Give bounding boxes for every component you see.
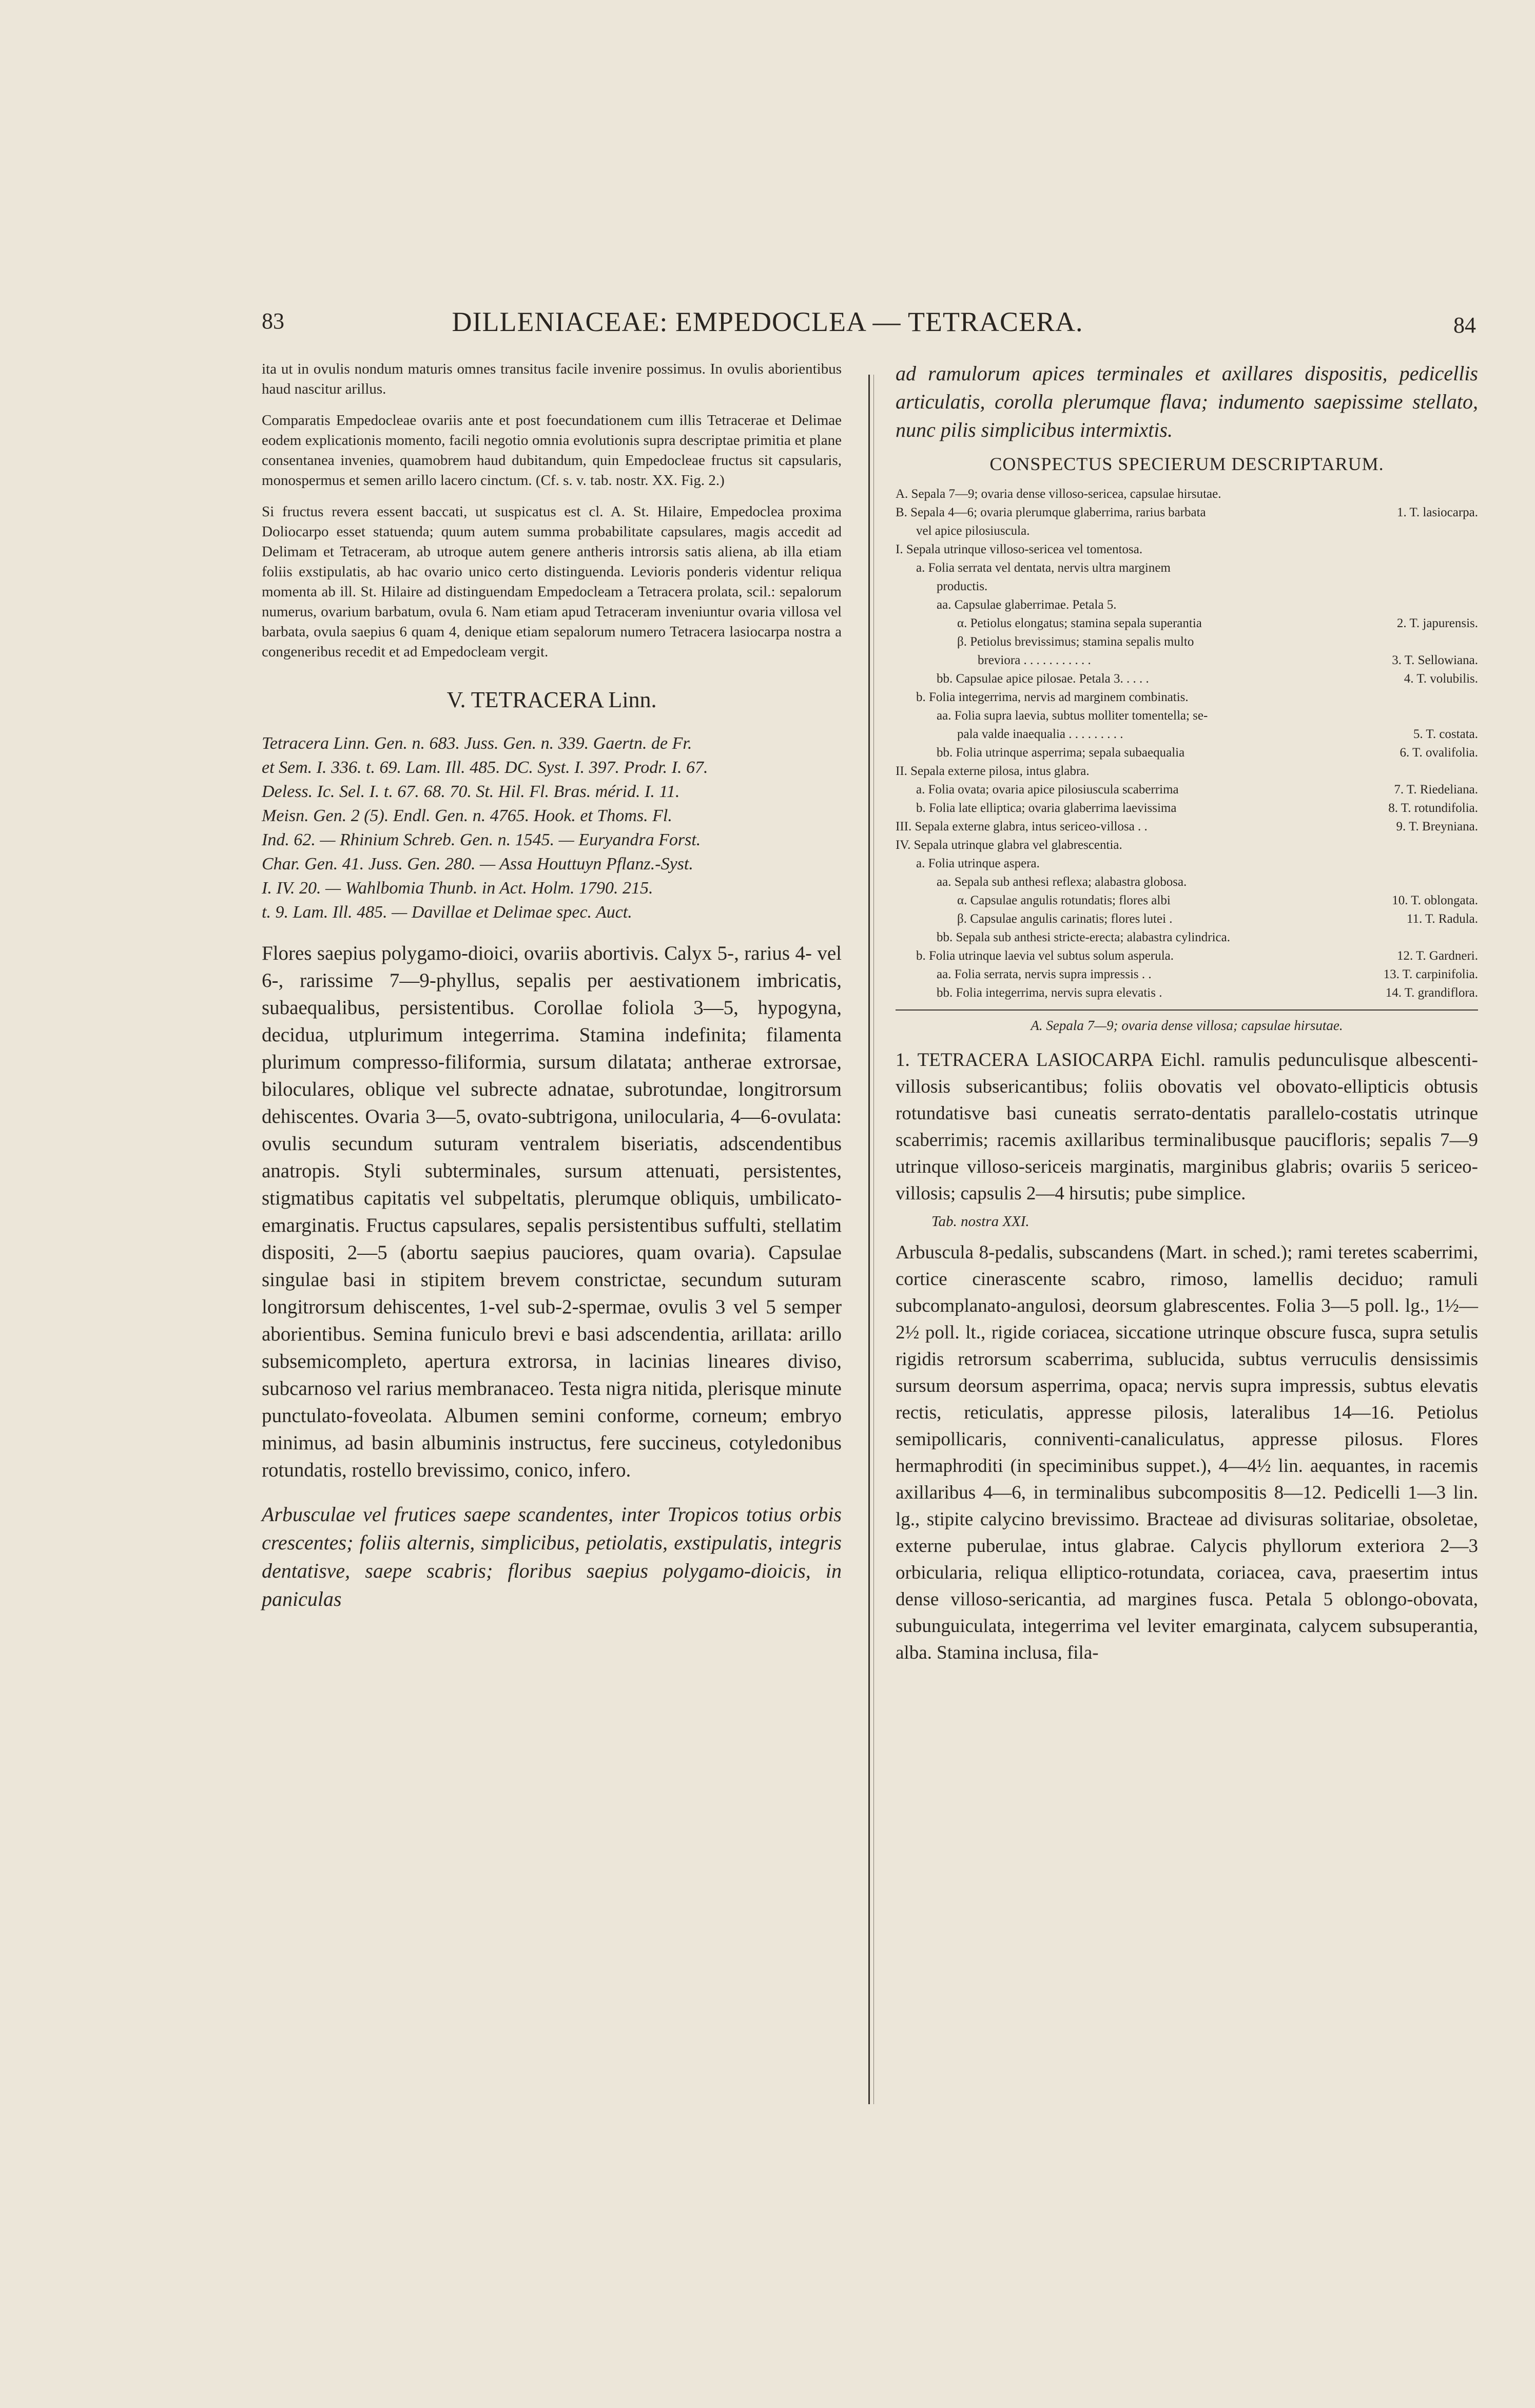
- species-description: Arbuscula 8-pedalis, subscandens (Mart. in sched.); rami teretes scaberrimi, cortice cinerascente scabro, rimoso, lamellis deciduo; ramuli subcomplanato-angulosi, deorsum glabrescentes. Folia 3—5 poll. lg., 1½—2½ poll. lt., rigide coriacea, siccatione utrinque obscure fusca, supra setulis rigidis retrorsum scaberrima, sublucida, subtus verruculis densissimis sursum deorsum asperrima, opaca; nervis supra impressis, subtus elevatis rectis, reticulatis, appresse pilosis, lateralibus 14—16. Petiolus semipollicaris, conniventi-canaliculatus, appresse pilosus. Flores hermaphroditi (in speciminibus suppet.), 4—4½ lin. aequantes, in racemis axillaribus 4—6, in terminalibus subcompositis 8—12. Pedicelli 1—3 lin. lg., stipite calycino brevissimo. Bracteae ad divisuras solitariae, obsoletae, externe puberulae, intus glabrae. Calycis phyllorum exteriora 2—3 orbicularia, reliqua elliptico-rotundata, coriacea, cava, praesertim intus dense villoso-sericantia, ad margines fusca. Petala 5 oblongo-obovata, subunguiculata, integerrima vel leviter emarginata, calycem subsuperantia, alba. Stamina inclusa, fila-: [896, 1242, 1478, 1663]
- key-row-text: aa. Folia supra laevia, subtus molliter tomentella; se-: [937, 709, 1208, 723]
- key-row: [896, 688, 1478, 707]
- key-row-text: b. Folia utrinque laevia vel subtus solum asperula.: [916, 949, 1174, 963]
- key-row: [896, 577, 1478, 596]
- key-row: [896, 781, 1478, 799]
- paragraph-fructus: Si fructus revera essent baccati, ut suspicatus est cl. A. St. Hilaire, Empedoclea proxima Doliocarpo esset statuenda; quum autem summa probabilitate capsulares, magis accedit ad Delimam et Tetraceram, ab utroque autem genere antheris introrsis satis aliena, ab illa etiam foliis exstipulatis, ab hac ovario unico certo distinguenda. Levioris ponderis videntur reliqua momenta ab ill. St. Hilaire ad distinguendam Empedocleam a Tetracera prolata, scil.: sepalorum numerus, ovarium barbatum, ovula 6. Nam etiam apud Tetraceram inveniuntur ovaria villosa vel barbata, ovula saepius 6 quam 4, denique etiam sepalorum numero Tetracera lasiocarpa nostra a congeneribus recedit et ad Empedocleam vergit.: [262, 503, 842, 660]
- synonymy-line: Tetracera Linn. Gen. n. 683. Juss. Gen. n. 339. Gaertn. de Fr.: [262, 734, 692, 753]
- key-row: [896, 485, 1478, 503]
- key-row: [896, 744, 1478, 762]
- key-row-text: a. Folia serrata vel dentata, nervis ultra marginem: [916, 561, 1171, 575]
- key-row-species: 14. T. grandiflora.: [1385, 986, 1478, 1000]
- key-row-species: 13. T. carpinifolia.: [1383, 967, 1478, 981]
- key-row: [896, 522, 1478, 540]
- key-row-text: α. Capsulae angulis rotundatis; flores albi: [957, 894, 1171, 907]
- key-row: [896, 965, 1478, 984]
- key-row-text: B. Sepala 4—6; ovaria plerumque glaberrima, rarius barbata: [896, 506, 1206, 519]
- key-row: [896, 910, 1478, 928]
- key-row-text: I. Sepala utrinque villoso-sericea vel tomentosa.: [896, 542, 1143, 556]
- key-row-species: 10. T. oblongata.: [1392, 894, 1478, 907]
- key-row-species: 2. T. japurensis.: [1396, 616, 1478, 630]
- synonymy-line: Ind. 62. — Rhinium Schreb. Gen. n. 1545. — Euryandra Forst.: [262, 830, 701, 849]
- key-row: [896, 818, 1478, 836]
- key-row: [896, 855, 1478, 873]
- key-row-text: β. Petiolus brevissimus; stamina sepalis multo: [957, 635, 1194, 649]
- key-row-species: 11. T. Radula.: [1406, 912, 1478, 926]
- synonymy-line: I. IV. 20. — Wahlbomia Thunb. in Act. Holm. 1790. 215.: [262, 879, 653, 898]
- section-title-tetracera: V. TETRACERA Linn.: [446, 687, 657, 712]
- key-row: [896, 707, 1478, 725]
- running-header: [0, 303, 1535, 344]
- key-row-text: aa. Folia serrata, nervis supra impressis . .: [937, 967, 1152, 981]
- paragraph-ovula: ita ut in ovulis nondum maturis omnes transitus facile invenire possimus. In ovulis aborientibus haud nascitur arillus.: [262, 361, 842, 397]
- key-row-text: II. Sepala externe pilosa, intus glabra.: [896, 764, 1090, 778]
- key-row-text: aa. Capsulae glaberrimae. Petala 5.: [937, 598, 1117, 612]
- group-subheading: A. Sepala 7—9; ovaria dense villosa; capsulae hirsutae.: [1031, 1018, 1343, 1033]
- key-row-text: A. Sepala 7—9; ovaria dense villoso-sericea, capsulae hirsutae.: [896, 487, 1221, 501]
- synonymy-line: t. 9. Lam. Ill. 485. — Davillae et Delimae spec. Auct.: [262, 903, 632, 922]
- paragraph-comparatis: Comparatis Empedocleae ovariis ante et post foecundationem cum illis Tetracerae et Delimae eodem explicationis momento, facili negotio omnia evolutionis supra descriptae primitia et plane consentanea invenies, quamobrem haud dubitandum, quin Empedocleae fructus sit capsularis, monospermus et semen arillo lacero cinctum. (Cf. s. v. tab. nostr. XX. Fig. 2.): [262, 412, 842, 489]
- key-rule: [896, 1009, 1478, 1011]
- key-row: [896, 651, 1478, 670]
- key-row-species: 9. T. Breyniana.: [1396, 820, 1478, 833]
- species-key: [896, 485, 1478, 1002]
- key-row-text: a. Folia utrinque aspera.: [916, 857, 1040, 870]
- key-row: [896, 799, 1478, 818]
- key-row-text: a. Folia ovata; ovaria apice pilosiuscula scaberrima: [916, 783, 1179, 797]
- key-row: [896, 503, 1478, 522]
- key-row-text: b. Folia late elliptica; ovaria glaberrima laevissima: [916, 801, 1177, 815]
- plate-reference: Tab. nostra XXI.: [931, 1213, 1029, 1230]
- species-diagnosis: 1. TETRACERA LASIOCARPA Eichl. ramulis pedunculisque albescenti-villosis subsericantibus; foliis obovatis vel obovato-ellipticis obtusis rotundatisve basi cuneatis serrato-dentatis parallelo-costatis utrinque scaberrimis; racemis axillaribus terminalibusque paucifloris; sepalis 7—9 utrinque villoso-sericeis marginatis, marginibus glabris; ovariis 5 sericeo-villosis; capsulis 2—4 hirsutis; pube simplice.: [896, 1050, 1478, 1204]
- key-row-species: 1. T. lasiocarpa.: [1396, 506, 1478, 519]
- column-divider: [868, 375, 870, 2104]
- key-row: [896, 891, 1478, 910]
- key-row-text: IV. Sepala utrinque glabra vel glabrescentia.: [896, 838, 1122, 852]
- key-row: [896, 836, 1478, 855]
- synonymy-line: et Sem. I. 336. t. 69. Lam. Ill. 485. DC. Syst. I. 397. Prodr. I. 67.: [262, 758, 708, 777]
- right-column: [896, 359, 1478, 1666]
- key-row: [896, 559, 1478, 577]
- key-row-text: bb. Folia utrinque asperrima; sepala subaequalia: [937, 746, 1185, 760]
- key-row: [896, 670, 1478, 688]
- key-row: [896, 725, 1478, 744]
- key-row: [896, 928, 1478, 947]
- key-row-species: 7. T. Riedeliana.: [1394, 783, 1478, 797]
- habit-continuation: ad ramulorum apices terminales et axillares dispositis, pedicellis articulatis, corolla plerumque flava; indumento saepissime stellato, nunc pilis simplicibus intermixtis.: [896, 362, 1478, 441]
- column-divider-thin: [873, 375, 874, 2104]
- key-row: [896, 873, 1478, 891]
- synonymy-line: Meisn. Gen. 2 (5). Endl. Gen. n. 4765. Hook. et Thoms. Fl.: [262, 806, 672, 825]
- key-row-species: 8. T. rotundifolia.: [1388, 801, 1478, 815]
- synonymy-line: Deless. Ic. Sel. I. t. 67. 68. 70. St. Hil. Fl. Bras. mérid. I. 11.: [262, 782, 680, 801]
- key-row: [896, 614, 1478, 633]
- key-row-text: breviora . . . . . . . . . . .: [978, 653, 1091, 667]
- page-number-right: 84: [1453, 313, 1476, 338]
- key-row-text: pala valde inaequalia . . . . . . . . .: [957, 727, 1123, 741]
- key-row-species: 6. T. ovalifolia.: [1400, 746, 1478, 760]
- key-row-species: 3. T. Sellowiana.: [1392, 653, 1478, 667]
- key-row: [896, 633, 1478, 651]
- page-number-left: 83: [262, 308, 284, 334]
- habit-paragraph: Arbusculae vel frutices saepe scandentes, inter Tropicos totius orbis crescentes; foliis alternis, simplicibus, petiolatis, exstipulatis, integris dentatisve, saepe scabris; floribus saepius polygamo-dioicis, in paniculas: [262, 1503, 842, 1610]
- key-row: [896, 596, 1478, 614]
- key-row-text: b. Folia integerrima, nervis ad marginem combinatis.: [916, 690, 1189, 704]
- key-row-text: bb. Sepala sub anthesi stricte-erecta; alabastra cylindrica.: [937, 930, 1230, 944]
- synonymy-block: [262, 731, 842, 924]
- synonymy-line: Char. Gen. 41. Juss. Gen. 280. — Assa Houttuyn Pflanz.-Syst.: [262, 855, 693, 873]
- key-row: [896, 984, 1478, 1002]
- key-row-text: III. Sepala externe glabra, intus sericeo-villosa . .: [896, 820, 1148, 833]
- key-row-text: vel apice pilosiuscula.: [916, 524, 1030, 538]
- key-row-text: bb. Capsulae apice pilosae. Petala 3. . . . .: [937, 672, 1149, 686]
- key-row-text: α. Petiolus elongatus; stamina sepala superantia: [957, 616, 1202, 630]
- key-row-species: 5. T. costata.: [1413, 727, 1478, 741]
- key-row-text: productis.: [937, 579, 988, 593]
- left-column: [262, 359, 842, 1613]
- key-row-text: aa. Sepala sub anthesi reflexa; alabastra globosa.: [937, 875, 1187, 889]
- key-row-text: β. Capsulae angulis carinatis; flores lutei .: [957, 912, 1173, 926]
- key-row-species: 4. T. volubilis.: [1404, 672, 1478, 686]
- key-row-species: 12. T. Gardneri.: [1396, 949, 1478, 963]
- running-title: DILLENIACEAE: EMPEDOCLEA — TETRACERA.: [452, 306, 1083, 337]
- key-row-text: bb. Folia integerrima, nervis supra elevatis .: [937, 986, 1162, 1000]
- key-row: [896, 540, 1478, 559]
- key-row: [896, 947, 1478, 965]
- conspectus-title: CONSPECTUS SPECIERUM DESCRIPTARUM.: [989, 454, 1384, 474]
- key-row: [896, 762, 1478, 781]
- generic-characters-paragraph: Flores saepius polygamo-dioici, ovariis abortivis. Calyx 5-, rarius 4- vel 6-, rarissime 7—9-phyllus, sepalis per aestivationem imbricatis, subaequalibus, persistentibus. Corollae foliola 3—5, hypogyna, decidua, utplurimum integerrima. Stamina indefinita; filamenta plurimum compresso-filiformia, sursum dilatata; antherae extrorsae, biloculares, oblique vel subrecte adnatae, subrotundae, longitrorsum dehiscentes. Ovaria 3—5, ovato-subtrigona, unilocularia, 4—6-ovulata: ovulis secundum suturam ventralem biseriatis, adscendentibus anatropis. Styli subterminales, sursum attenuati, persistentes, stigmatibus capitatis vel subpeltatis, plerumque obliquis, umbilicato-emarginatis. Fructus capsulares, sepalis persistentibus suffulti, stellatim dispositi, 2—5 (abortu saepius pauciores, quam ovaria). Capsulae singulae basi in stipitem brevem constrictae, secundum suturam longitrorsum dehiscentes, 1-vel sub-2-spermae, ovulis 3 vel 5 semper aborientibus. Semina funiculo brevi e basi adscendentia, arillata: arillo subsemicompleto, apertura extrorsa, in lacinias lineares diviso, subcarnoso vel rarius membranaceo. Testa nigra nitida, plerisque minute punctulato-foveolata. Albumen semini conforme, corneum; embryo minimus, ad basin albuminis instructus, fere succineus, cotyledonibus rotundatis, rostello brevissimo, conico, infero.: [262, 942, 842, 1481]
